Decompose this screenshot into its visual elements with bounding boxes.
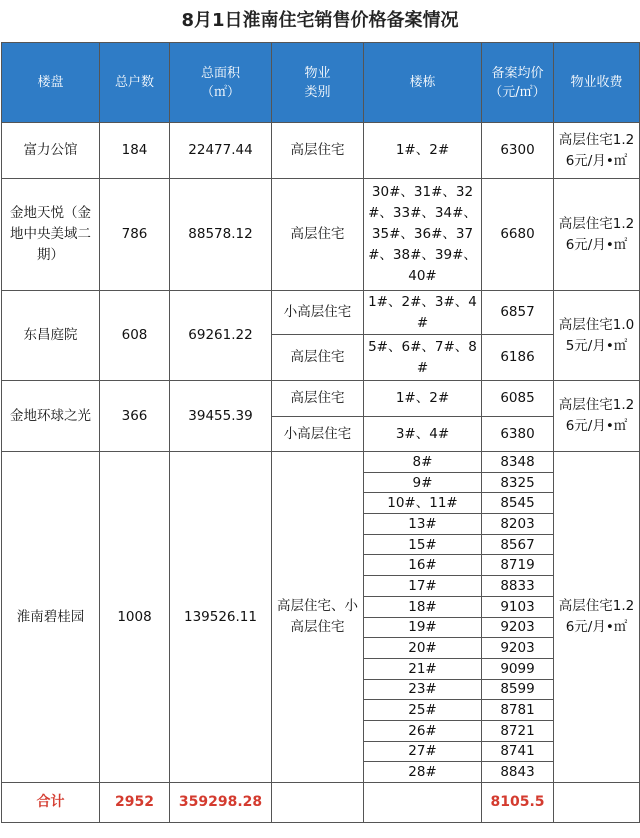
price-cell: 6857 (482, 291, 554, 335)
buildings-cell: 18# (364, 596, 482, 617)
households-cell: 184 (100, 123, 170, 179)
price-cell: 6300 (482, 123, 554, 179)
area-cell: 39455.39 (170, 381, 272, 452)
type-cell: 高层住宅、小高层住宅 (272, 452, 364, 783)
buildings-cell: 17# (364, 576, 482, 597)
buildings-cell: 8# (364, 452, 482, 473)
header-row (2, 43, 640, 123)
page-title: 8月1日淮南住宅销售价格备案情况 (181, 10, 459, 31)
price-cell: 8348 (482, 452, 554, 473)
project-name: 东昌庭院 (2, 291, 100, 381)
buildings-cell: 28# (364, 762, 482, 783)
fee-cell: 高层住宅1.26元/月•㎡ (554, 381, 640, 452)
type-cell: 小高层住宅 (272, 417, 364, 452)
price-cell: 8833 (482, 576, 554, 597)
total-type-empty (272, 783, 364, 823)
area-cell: 22477.44 (170, 123, 272, 179)
buildings-cell: 1#、2# (364, 123, 482, 179)
header-area: 总面积 （㎡） (170, 43, 272, 123)
buildings-cell: 21# (364, 658, 482, 679)
price-cell: 8741 (482, 741, 554, 762)
total-buildings-empty (364, 783, 482, 823)
fee-cell: 高层住宅1.26元/月•㎡ (554, 123, 640, 179)
buildings-cell: 23# (364, 679, 482, 700)
project-name: 淮南碧桂园 (2, 452, 100, 783)
price-cell: 8719 (482, 555, 554, 576)
type-cell: 小高层住宅 (272, 291, 364, 335)
type-cell: 高层住宅 (272, 123, 364, 179)
buildings-cell: 3#、4# (364, 417, 482, 452)
total-row (2, 783, 640, 823)
header-type: 物业 类别 (272, 43, 364, 123)
price-cell: 6085 (482, 381, 554, 417)
header-fee: 物业收费 (554, 43, 640, 123)
buildings-cell: 1#、2#、3#、4# (364, 291, 482, 335)
price-cell: 6680 (482, 179, 554, 291)
table-row (2, 452, 640, 473)
type-cell: 高层住宅 (272, 335, 364, 381)
buildings-cell: 25# (364, 700, 482, 721)
area-cell: 69261.22 (170, 291, 272, 381)
buildings-cell: 13# (364, 514, 482, 535)
table-row (2, 123, 640, 179)
buildings-cell: 15# (364, 534, 482, 555)
price-cell: 9103 (482, 596, 554, 617)
price-cell: 8567 (482, 534, 554, 555)
header-project: 楼盘 (2, 43, 100, 123)
project-name: 富力公馆 (2, 123, 100, 179)
price-cell: 6380 (482, 417, 554, 452)
price-cell: 9099 (482, 658, 554, 679)
buildings-cell: 20# (364, 638, 482, 659)
area-cell: 88578.12 (170, 179, 272, 291)
buildings-cell: 10#、11# (364, 493, 482, 514)
area-cell: 139526.11 (170, 452, 272, 783)
fee-cell: 高层住宅1.05元/月•㎡ (554, 291, 640, 381)
header-buildings: 楼栋 (364, 43, 482, 123)
buildings-cell: 5#、6#、7#、8# (364, 335, 482, 381)
buildings-cell: 19# (364, 617, 482, 638)
price-cell: 8781 (482, 700, 554, 721)
project-name: 金地天悦（金地中央美域二期） (2, 179, 100, 291)
fee-cell: 高层住宅1.26元/月•㎡ (554, 179, 640, 291)
households-cell: 1008 (100, 452, 170, 783)
households-cell: 366 (100, 381, 170, 452)
price-cell: 8545 (482, 493, 554, 514)
table-row (2, 291, 640, 335)
price-cell: 8599 (482, 679, 554, 700)
fee-cell: 高层住宅1.26元/月•㎡ (554, 452, 640, 783)
type-cell: 高层住宅 (272, 179, 364, 291)
type-cell: 高层住宅 (272, 381, 364, 417)
header-price: 备案均价 （元/㎡） (482, 43, 554, 123)
price-cell: 6186 (482, 335, 554, 381)
price-cell: 8721 (482, 720, 554, 741)
price-cell: 9203 (482, 617, 554, 638)
buildings-cell: 27# (364, 741, 482, 762)
price-cell: 8325 (482, 472, 554, 493)
project-name: 金地环球之光 (2, 381, 100, 452)
table-row (2, 381, 640, 417)
header-households: 总户数 (100, 43, 170, 123)
households-cell: 786 (100, 179, 170, 291)
total-fee-empty (554, 783, 640, 823)
price-table (1, 42, 640, 823)
buildings-cell: 1#、2# (364, 381, 482, 417)
total-price: 8105.5 (482, 783, 554, 823)
buildings-cell: 9# (364, 472, 482, 493)
total-households: 2952 (100, 783, 170, 823)
price-cell: 8843 (482, 762, 554, 783)
total-area: 359298.28 (170, 783, 272, 823)
buildings-cell: 26# (364, 720, 482, 741)
table-row (2, 179, 640, 291)
total-label: 合计 (2, 783, 100, 823)
buildings-cell: 16# (364, 555, 482, 576)
buildings-cell: 30#、31#、32#、33#、34#、35#、36#、37#、38#、39#、40# (364, 179, 482, 291)
price-cell: 9203 (482, 638, 554, 659)
price-cell: 8203 (482, 514, 554, 535)
households-cell: 608 (100, 291, 170, 381)
